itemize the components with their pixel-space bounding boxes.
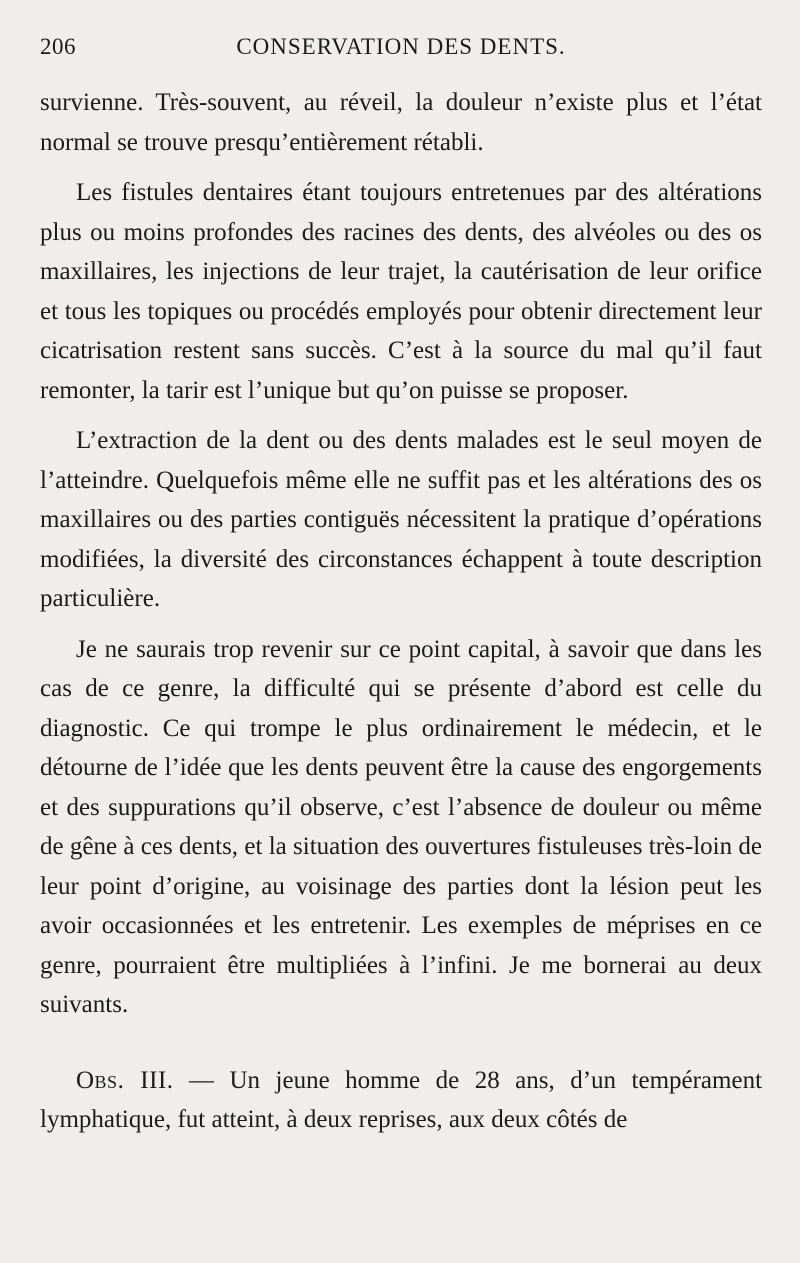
observation-paragraph <box>40 1061 762 1140</box>
observation-dash: — <box>173 1066 230 1094</box>
body-text <box>40 83 762 1140</box>
paragraph: Les fistules dentaires étant toujours entretenues par des altérations plus ou moins profondes des racines des dents, des alvéoles ou des os maxillaires, les injections de leur trajet, la cautérisation de leur orifice et tous les topiques ou procédés employés pour obtenir directement leur cicatrisation restent sans succès. C’est à la source du mal qu’il faut remonter, la tarir est l’unique but qu’on puisse se proposer. <box>40 179 762 404</box>
observation-text: Un jeune homme de 28 ans, d’un tempérament lymphatique, fut atteint, à deux reprises, aux deux côtés de <box>40 1066 763 1133</box>
observation-label: Obs. III. <box>76 1066 174 1094</box>
page-header <box>40 30 762 70</box>
running-title: CONSERVATION DES DENTS. <box>236 34 566 59</box>
paragraph: L’extraction de la dent ou des dents malades est le seul moyen de l’atteindre. Quelquefois même elle ne suffit pas et les altérations des os maxillaires ou des parties contiguës nécessitent la pratique d’opérations modifiées, la diversité des circonstances échappent à toute description particulière. <box>40 427 762 612</box>
page-number: 206 <box>40 34 76 59</box>
paragraph: survienne. Très-souvent, au réveil, la douleur n’existe plus et l’état normal se trouve presqu’entièrement rétabli. <box>40 89 762 156</box>
paragraph: Je ne saurais trop revenir sur ce point capital, à savoir que dans les cas de ce genre, la difficulté qui se présente d’abord est celle du diagnostic. Ce qui trompe le plus ordinairement le médecin, et le détourne de l’idée que les dents peuvent être la cause des engorgements et des suppurations qu’il observe, c’est l’absence de douleur ou même de gêne à ces dents, et la situation des ouvertures fistuleuses très-loin de leur point d’origine, au voisinage des parties dont la lésion peut les avoir occasionnées et les entretenir. Les exemples de méprises en ce genre, pourraient être multipliées à l’infini. Je me bornerai au deux suivants. <box>40 635 762 1018</box>
